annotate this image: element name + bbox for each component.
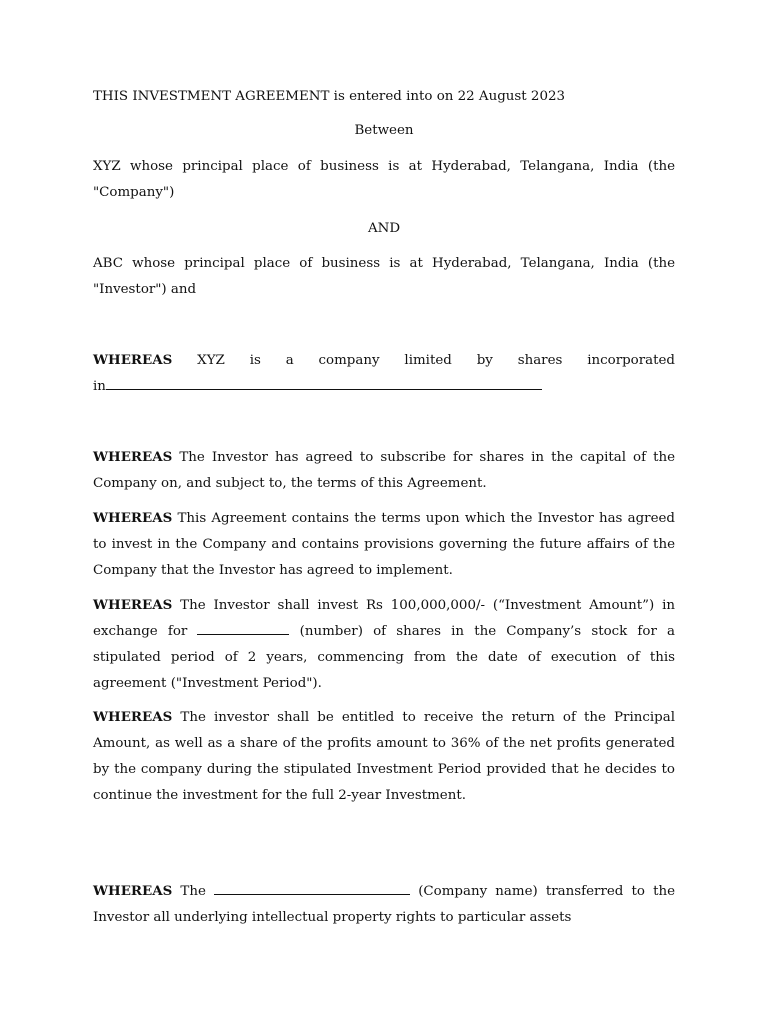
between-label: Between <box>354 123 414 138</box>
recital-5-text: The investor shall be entitled to receive the return of the Principal Amount, as well as a share of the profits amount to 36% of the net profits generated by the company during the stipulated Investment Period provided that he decides to continue the investment for the full 2-year Investment. <box>93 710 675 803</box>
recital-4-text-after: (number) of shares in the Company’s stock for a stipulated period of 2 years, commencing from the date of execution of this agreement ("Investment Period"). <box>93 624 676 691</box>
recital-4-text-before: The Investor shall invest Rs 100,000,000/- (“Investment Amount”) in exchange for <box>93 598 675 639</box>
recital-1-in: in <box>93 379 106 394</box>
recital-6-text-before: The <box>172 884 215 899</box>
recital-1 <box>93 347 675 400</box>
whereas-label: WHEREAS <box>93 449 173 465</box>
recital-4 <box>93 592 675 697</box>
share-number-blank <box>197 620 289 635</box>
whereas-label: WHEREAS <box>93 597 173 613</box>
party-company-paragraph: XYZ whose principal place of business is at Hyderabad, Telangana, India (the "Company") <box>93 159 675 200</box>
recital-6-text-after: (Company name) transferred to the Investor all underlying intellectual property rights to particular assets <box>93 884 675 925</box>
party-investor-paragraph: ABC whose principal place of business is at Hyderabad, Telangana, India (the "Investor") and <box>93 256 675 297</box>
recital-2-text: The Investor has agreed to subscribe for shares in the capital of the Company on, and subject to, the terms of this Agreement. <box>93 450 675 491</box>
recital-6 <box>93 878 675 931</box>
recital-3 <box>93 505 675 584</box>
recital-5 <box>93 704 675 809</box>
and-label: AND <box>367 221 401 236</box>
whereas-label: WHEREAS <box>93 709 173 725</box>
agreement-title-line: THIS INVESTMENT AGREEMENT is entered into on 22 August 2023 <box>93 89 566 104</box>
recital-1-line-2 <box>93 374 675 400</box>
incorporation-blank <box>106 375 542 390</box>
recital-1-text: XYZ is a company limited by shares incorporated <box>172 353 675 368</box>
recital-2 <box>93 444 675 497</box>
whereas-label: WHEREAS <box>93 352 173 368</box>
whereas-label: WHEREAS <box>93 510 173 526</box>
company-name-blank <box>214 880 410 895</box>
recital-3-text: This Agreement contains the terms upon which the Investor has agreed to invest in the Company and contains provisions governing the future affairs of the Company that the Investor has agreed to implement. <box>93 511 675 578</box>
recital-1-line-1 <box>93 347 675 374</box>
whereas-label: WHEREAS <box>93 883 173 899</box>
